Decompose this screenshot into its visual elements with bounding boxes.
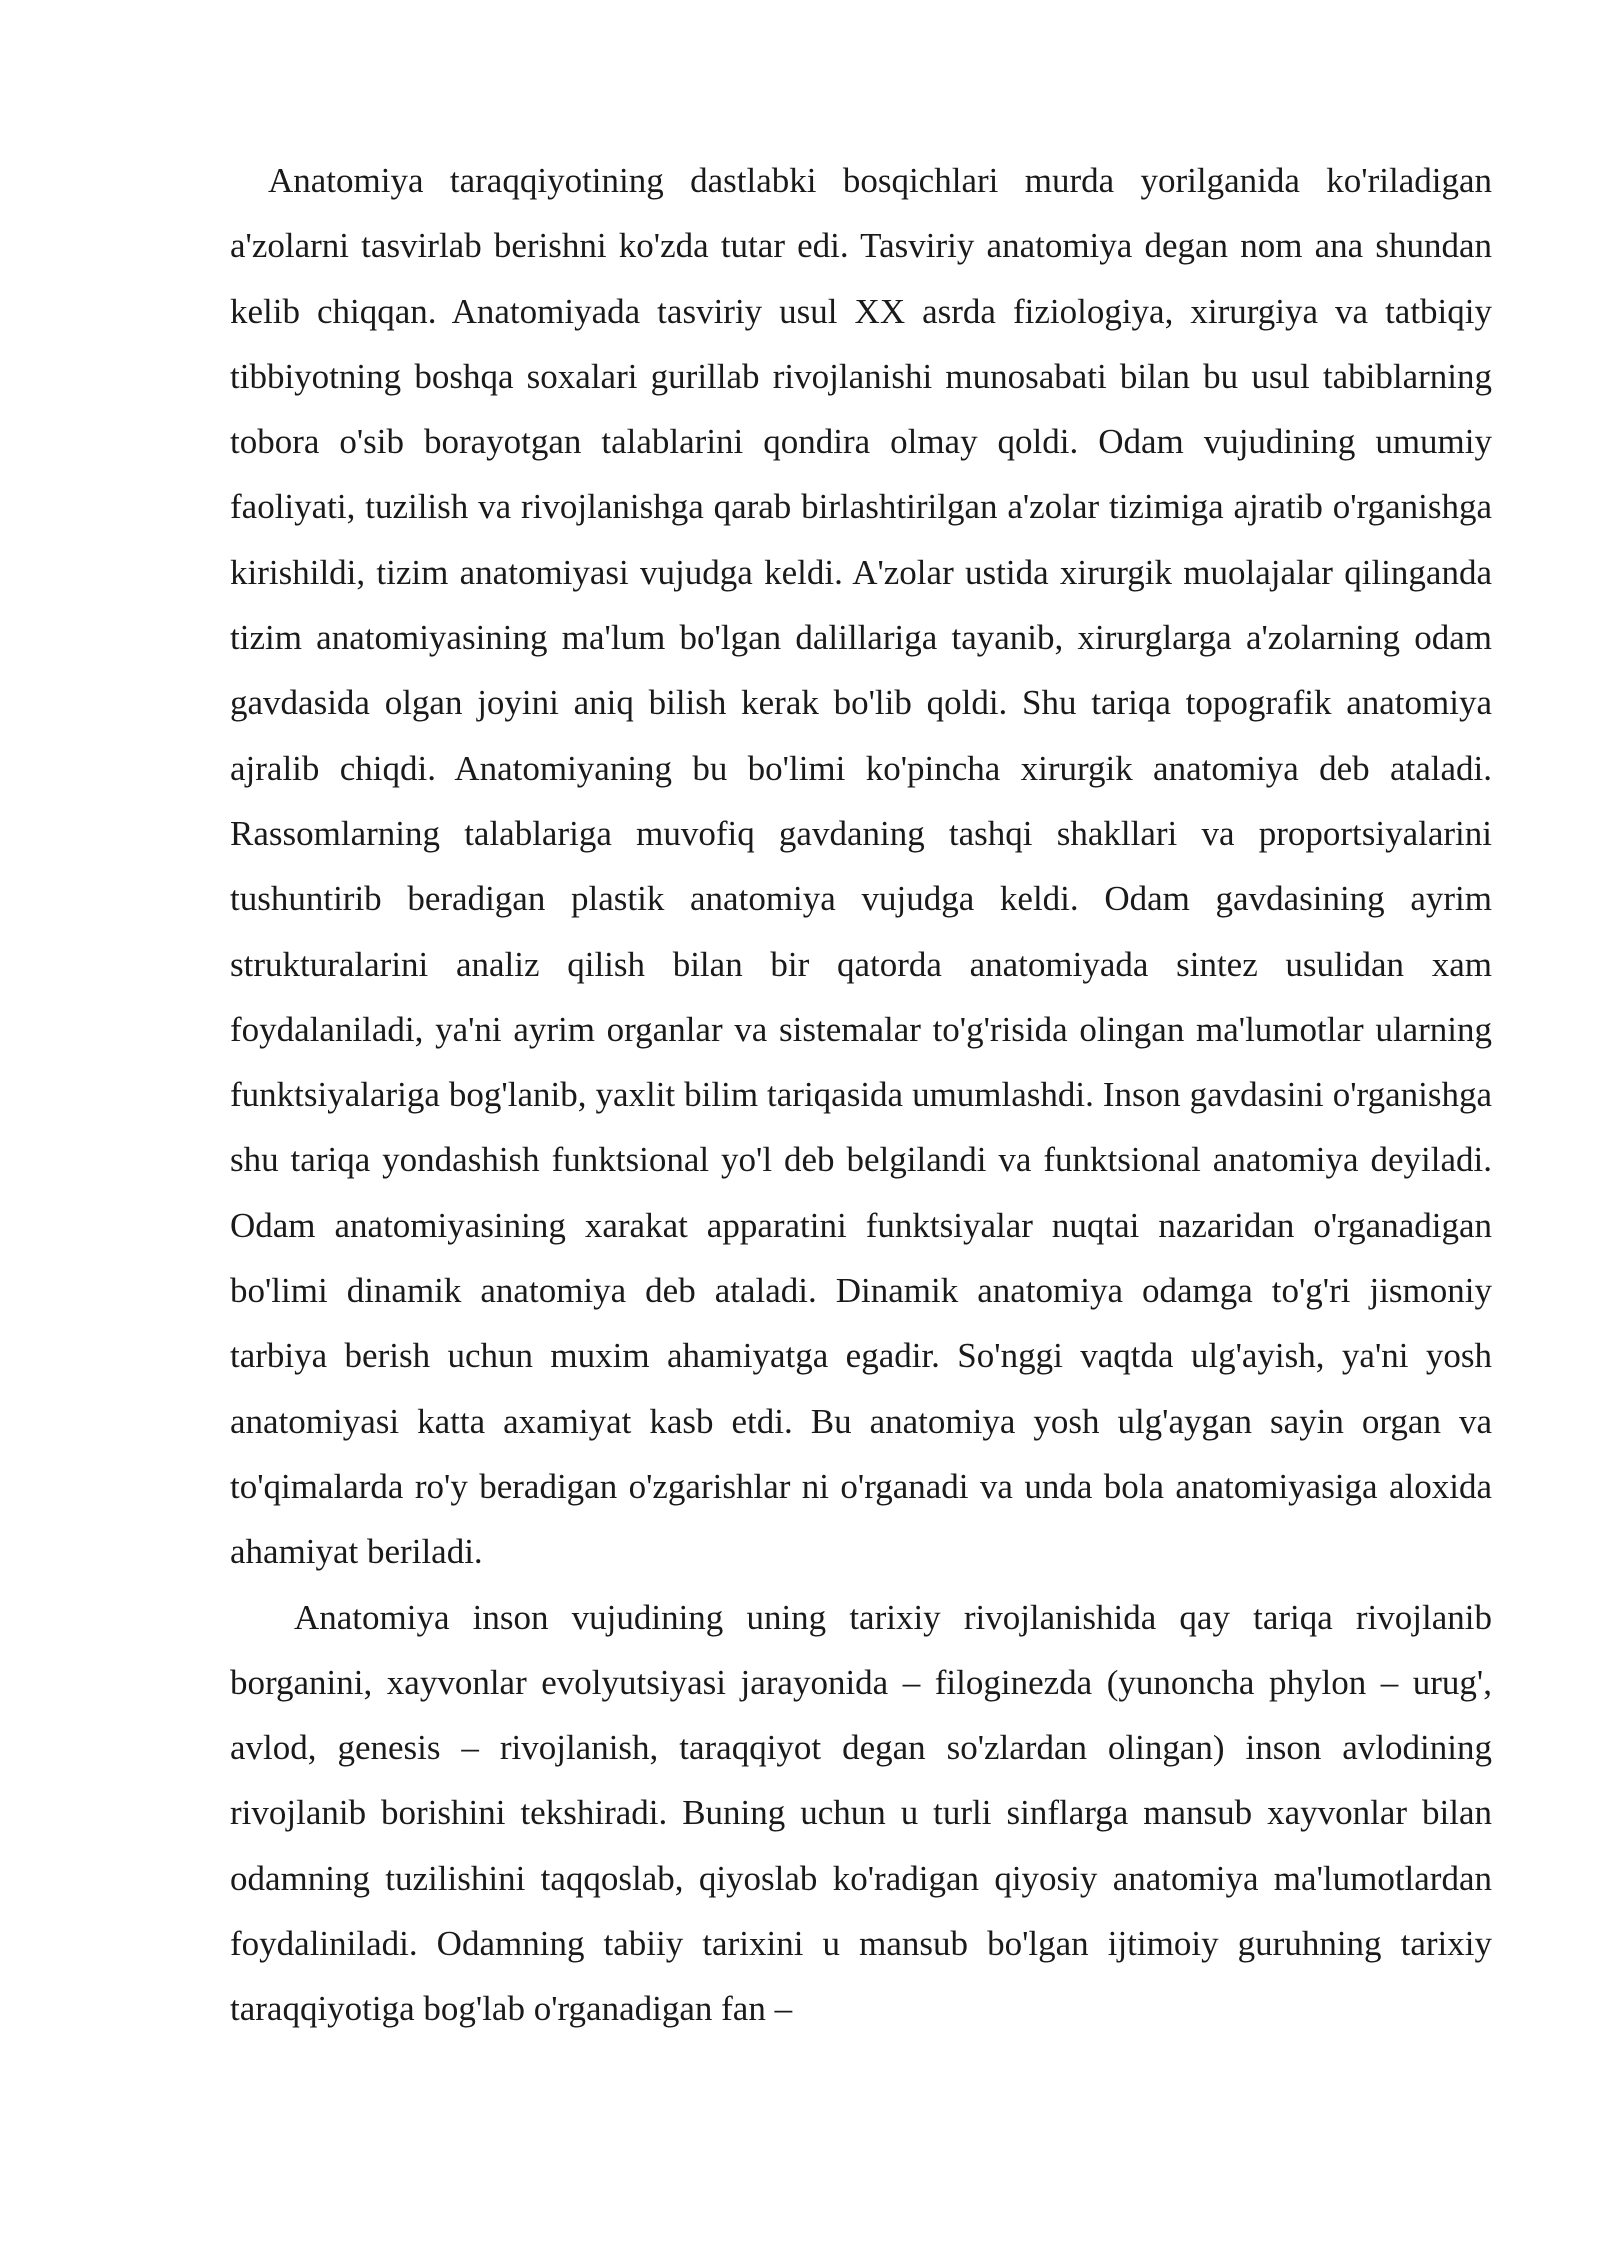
body-text	[230, 148, 1492, 2042]
paragraph-1: Anatomiya taraqqiyotining dastlabki bosqichlari murda yorilganida ko'riladigan a'zolarni tasvirlab berishni ko'zda tutar edi. Tasviriy anatomiya degan nom ana shundan kelib chiqqan. Anatomiyada tasviriy usul XX asrda fiziologiya, xirurgiya va tatbiqiy tibbiyotning boshqa soxalari gurillab rivojlanishi munosabati bilan bu usul tabiblarning tobora o'sib borayotgan talablarini qondira olmay qoldi. Odam vujudining umumiy faoliyati, tuzilish va rivojlanishga qarab birlashtirilgan a'zolar tizimiga ajratib o'rganishga kirishildi, tizim anatomiyasi vujudga keldi. A'zolar ustida xirurgik muolajalar qilinganda tizim anatomiyasining ma'lum bo'lgan dalillariga tayanib, xirurglarga a'zolarning odam gavdasida olgan joyini aniq bilish kerak bo'lib qoldi. Shu tariqa topografik anatomiya ajralib chiqdi. Anatomiyaning bu bo'limi ko'pincha xirurgik anatomiya deb ataladi. Rassomlarning talablariga muvofiq gavdaning tashqi shakllari va proportsiyalarini tushuntirib beradigan plastik anatomiya vujudga keldi. Odam gavdasining ayrim strukturalarini analiz qilish bilan bir qatorda anatomiyada sintez usulidan xam foydalaniladi, ya'ni ayrim organlar va sistemalar to'g'risida olingan ma'lumotlar ularning funktsiyalariga bog'lanib, yaxlit bilim tariqasida umumlashdi. Inson gavdasini o'rganishga shu tariqa yondashish funktsional yo'l deb belgilandi va funktsional anatomiya deyiladi. Odam anatomiyasining xarakat apparatini funktsiyalar nuqtai nazaridan o'rganadigan bo'limi dinamik anatomiya deb ataladi. Dinamik anatomiya odamga to'g'ri jismoniy tarbiya berish uchun muxim ahamiyatga egadir. So'nggi vaqtda ulg'ayish, ya'ni yosh anatomiyasi katta axamiyat kasb etdi. Bu anatomiya yosh ulg'aygan sayin organ va to'qimalarda ro'y beradigan o'zgarishlar ni o'rganadi va unda bola anatomiyasiga aloxida ahamiyat beriladi.	[230, 161, 1492, 1572]
paragraph-2: Anatomiya inson vujudining uning tarixiy rivojlanishida qay tariqa rivojlanib borganini, xayvonlar evolyutsiyasi jarayonida – filoginezda (yunoncha phylon – urug', avlod, genesis – rivojlanish, taraqqiyot degan so'zlardan olingan) inson avlodining rivojlanib borishini tekshiradi. Buning uchun u turli sinflarga mansub xayvonlar bilan odamning tuzilishini taqqoslab, qiyoslab ko'radigan qiyosiy anatomiya ma'lumotlardan foydaliniladi. Odamning tabiiy tarixini u mansub bo'lgan ijtimoiy guruhning tarixiy taraqqiyotiga bog'lab o'rganadigan fan –	[230, 1597, 1492, 2029]
